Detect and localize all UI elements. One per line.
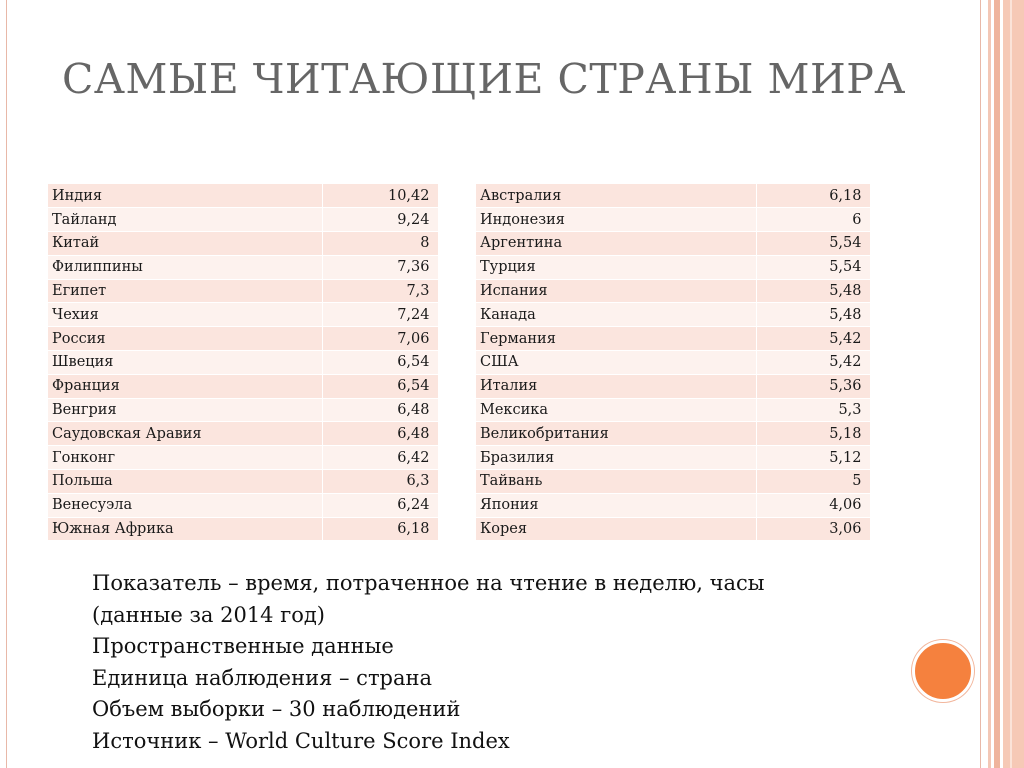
- table-row: [476, 303, 870, 327]
- decorative-circle: [912, 640, 974, 702]
- reading-hours-value: 6,48: [322, 398, 438, 422]
- countries-table-right: [476, 184, 871, 541]
- note-line: Показатель – время, потраченное на чтение в неделю, часы: [92, 571, 765, 595]
- reading-hours-value: 9,24: [322, 208, 438, 232]
- reading-hours-value: 7,06: [322, 327, 438, 351]
- table-row: [476, 232, 870, 256]
- reading-hours-value: 8: [322, 232, 438, 256]
- table-row: [476, 327, 870, 351]
- country-name: Филиппины: [48, 255, 322, 279]
- country-name: Германия: [476, 327, 756, 351]
- note-line: Объем выборки – 30 наблюдений: [92, 697, 461, 721]
- country-name: Япония: [476, 493, 756, 517]
- table-row: [48, 255, 438, 279]
- table-row: [476, 493, 870, 517]
- country-name: Италия: [476, 374, 756, 398]
- reading-hours-value: 4,06: [756, 493, 870, 517]
- reading-hours-value: 6,42: [322, 446, 438, 470]
- country-name: Корея: [476, 517, 756, 541]
- country-name: Китай: [48, 232, 322, 256]
- table-row: [48, 398, 438, 422]
- note-line: Единица наблюдения – страна: [92, 665, 433, 690]
- table-row: [48, 184, 438, 208]
- country-name: Россия: [48, 327, 322, 351]
- country-name: Польша: [48, 470, 322, 494]
- reading-hours-value: 5,54: [756, 255, 870, 279]
- reading-hours-value: 6,3: [322, 470, 438, 494]
- table-row: [476, 517, 870, 541]
- reading-hours-value: 5,48: [756, 279, 870, 303]
- country-name: Венгрия: [48, 398, 322, 422]
- table-row: [476, 255, 870, 279]
- country-name: Швеция: [48, 351, 322, 375]
- table-row: [48, 208, 438, 232]
- country-name: Тайвань: [476, 470, 756, 494]
- table-row: [48, 493, 438, 517]
- country-name: Турция: [476, 255, 756, 279]
- table-row: [48, 232, 438, 256]
- table-row: [476, 470, 870, 494]
- table-row: [48, 470, 438, 494]
- reading-hours-value: 6,54: [322, 374, 438, 398]
- note-line: (данные за 2014 год): [92, 602, 325, 627]
- country-name: Великобритания: [476, 422, 756, 446]
- table-row: [476, 422, 870, 446]
- table-row: [48, 422, 438, 446]
- side-stripe: [1010, 0, 1012, 768]
- table-row: [48, 517, 438, 541]
- country-name: Франция: [48, 374, 322, 398]
- reading-hours-value: 6,48: [322, 422, 438, 446]
- note-line: Пространственные данные: [92, 634, 394, 658]
- table-row: [48, 327, 438, 351]
- side-stripe: [994, 0, 1000, 768]
- reading-hours-value: 5,42: [756, 327, 870, 351]
- reading-hours-value: 5,12: [756, 446, 870, 470]
- reading-hours-value: 6: [756, 208, 870, 232]
- reading-hours-value: 5,48: [756, 303, 870, 327]
- note-line: Источник – World Culture Score Index: [92, 728, 510, 753]
- table-row: [48, 303, 438, 327]
- reading-hours-value: 6,54: [322, 351, 438, 375]
- table-row: [48, 279, 438, 303]
- countries-table-left: [48, 184, 439, 541]
- table-row: [476, 208, 870, 232]
- reading-hours-value: 7,24: [322, 303, 438, 327]
- country-name: Венесуэла: [48, 493, 322, 517]
- country-name: Канада: [476, 303, 756, 327]
- reading-hours-value: 5,54: [756, 232, 870, 256]
- country-name: Тайланд: [48, 208, 322, 232]
- table-row: [476, 184, 870, 208]
- table-row: [48, 351, 438, 375]
- country-name: Австралия: [476, 184, 756, 208]
- country-name: Испания: [476, 279, 756, 303]
- table-row: [476, 398, 870, 422]
- reading-hours-value: 5,36: [756, 374, 870, 398]
- notes-block: [92, 568, 892, 757]
- table-row: [476, 446, 870, 470]
- reading-hours-value: 6,18: [322, 517, 438, 541]
- table-row: [476, 374, 870, 398]
- country-name: Аргентина: [476, 232, 756, 256]
- country-name: Египет: [48, 279, 322, 303]
- reading-hours-value: 6,24: [322, 493, 438, 517]
- country-name: Южная Африка: [48, 517, 322, 541]
- country-name: Гонконг: [48, 446, 322, 470]
- country-name: Чехия: [48, 303, 322, 327]
- reading-hours-value: 10,42: [322, 184, 438, 208]
- reading-hours-value: 7,3: [322, 279, 438, 303]
- reading-hours-value: 5,18: [756, 422, 870, 446]
- reading-hours-value: 3,06: [756, 517, 870, 541]
- country-name: Саудовская Аравия: [48, 422, 322, 446]
- side-stripe: [988, 0, 991, 768]
- reading-hours-value: 5,3: [756, 398, 870, 422]
- reading-hours-value: 6,18: [756, 184, 870, 208]
- country-name: Индонезия: [476, 208, 756, 232]
- table-row: [48, 446, 438, 470]
- table-row: [48, 374, 438, 398]
- table-row: [476, 279, 870, 303]
- country-name: Индия: [48, 184, 322, 208]
- country-name: США: [476, 351, 756, 375]
- country-name: Мексика: [476, 398, 756, 422]
- side-stripe: [1003, 0, 1024, 768]
- country-name: Бразилия: [476, 446, 756, 470]
- reading-hours-value: 7,36: [322, 255, 438, 279]
- table-row: [476, 351, 870, 375]
- reading-hours-value: 5: [756, 470, 870, 494]
- slide-title: САМЫЕ ЧИТАЮЩИЕ СТРАНЫ МИРА: [62, 55, 906, 103]
- reading-hours-value: 5,42: [756, 351, 870, 375]
